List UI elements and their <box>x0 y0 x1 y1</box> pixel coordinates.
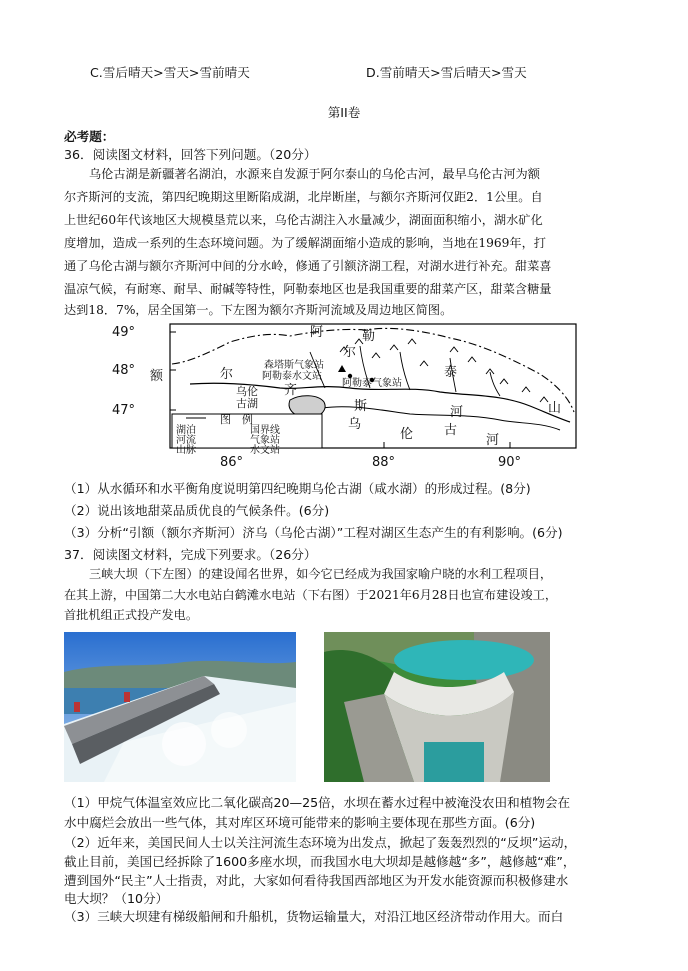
q36-passage-line: 通了乌伦古湖与额尔齐斯河中间的分水岭，修通了引额济湖工程，对湖水进行补充。甜菜喜 <box>64 259 552 273</box>
legend-item: 水文站 <box>250 445 280 456</box>
q37-sub3-line: （3）三峡大坝建有梯级船闸和升船机，货物运输量大，对沿江地区经济带动作用大。而白 <box>64 909 564 924</box>
legend-item: 湖泊 <box>176 425 196 436</box>
q36-sub2: （2）说出该地甜菜品质优良的气候条件。(6分) <box>64 503 330 518</box>
station-label: 森塔斯气象站 <box>264 360 324 371</box>
map-label: 尔 <box>343 345 357 360</box>
map-label: 阿 <box>310 325 324 340</box>
irtysh-basin-map <box>112 322 578 470</box>
map-label: 额 <box>150 369 164 384</box>
q36-passage-line: 乌伦古湖是新疆著名湖泊，水源来自发源于阿尔泰山的乌伦古河，最早乌伦古河为额 <box>89 167 540 181</box>
q37-sub2-line: 电大坝？（10分） <box>64 891 169 906</box>
lat-label: 49° <box>112 325 136 340</box>
q36-passage-line: 度增加，造成一系列的生态环境问题。为了缓解湖面缩小造成的影响，当地在1969年，打 <box>64 236 546 250</box>
map-label: 斯 <box>354 399 368 414</box>
q37-sub2-line: （2）近年来，美国民间人士以关注河流生态环境为出发点，掀起了轰轰烈烈的“反坝”运动， <box>64 835 577 850</box>
lake-label: 乌伦 <box>236 385 258 398</box>
option-c: C.雪后晴天>雪天>雪前晴天 <box>90 65 250 80</box>
map-label: 勒 <box>362 329 376 344</box>
map-label: 尔 <box>220 367 234 382</box>
station-label: 阿勒泰气象站 <box>342 378 402 389</box>
q36-sub3: （3）分析“引额（额尔齐斯河）济乌（乌伦古湖）”工程对湖区生态产生的有利影响。(6分) <box>64 525 563 540</box>
legend-title: 图 例 <box>220 413 253 426</box>
q37-stem: 37．阅读图文材料，完成下列要求。（26分） <box>64 547 317 562</box>
lon-label: 88° <box>372 455 396 470</box>
q37-passage-line: 三峡大坝（下左图）的建设闻名世界，如今它已经成为我国家喻户晓的水利工程项目， <box>89 567 553 581</box>
legend-item: 山脉 <box>176 445 196 456</box>
q37-sub1-line: （1）甲烷气体温室效应比二氧化碳高20—25倍，水坝在蓄水过程中被淹没农田和植物会在 <box>64 795 571 810</box>
station-label: 阿勒泰水文站 <box>262 371 322 382</box>
map-label: 泰 <box>444 365 458 380</box>
legend-item: 气象站 <box>250 435 280 446</box>
map-label: 河 <box>450 405 464 420</box>
required-label: 必考题： <box>64 129 115 144</box>
lat-label: 47° <box>112 403 136 418</box>
q36-sub1: （1）从水循环和水平衡角度说明第四纪晚期乌伦古湖（咸水湖）的形成过程。(8分) <box>64 481 531 496</box>
lake-label: 古湖 <box>236 397 258 410</box>
map-label: 河 <box>486 433 500 448</box>
lon-label: 86° <box>220 455 244 470</box>
map-label: 伦 <box>400 427 414 442</box>
q37-passage-line: 在其上游，中国第二大水电站白鹤滩水电站（下右图）于2021年6月28日也宣布建设竣工， <box>64 588 558 602</box>
lon-label: 90° <box>498 455 522 470</box>
legend-item: 国界线 <box>250 425 280 436</box>
three-gorges-dam-photo <box>64 632 296 782</box>
q36-passage-line: 尔齐斯河的支流，第四纪晚期这里断陷成湖，北岸断崖，与额尔齐斯河仅距2．1公里。自 <box>64 190 543 204</box>
q37-sub2-line: 截止目前，美国已经拆除了1600多座水坝，而我国水电大坝却是越修越“多”，越修越“难”， <box>64 854 576 869</box>
option-d: D.雪前晴天>雪后晴天>雪天 <box>366 65 527 80</box>
map-label: 山 <box>548 401 562 416</box>
map-label: 古 <box>444 423 458 438</box>
q36-passage-line: 上世纪60年代该地区大规模垦荒以来，乌伦古湖注入水量减少，湖面面积缩小，湖水矿化 <box>64 213 543 227</box>
q36-passage-line: 温凉气候，有耐寒、耐旱、耐碱等特性，阿勒泰地区也是我国重要的甜菜产区，甜菜含糖量 <box>64 282 552 296</box>
section-title: 第II卷 <box>327 105 361 120</box>
q36-stem: 36．阅读图文材料，回答下列问题。（20分） <box>64 147 317 162</box>
q37-sub1-line: 水中腐烂会放出一些气体，其对库区环境可能带来的影响主要体现在那些方面。(6分) <box>64 815 536 830</box>
map-label: 乌 <box>348 417 362 432</box>
q37-passage-line: 首批机组正式投产发电。 <box>64 608 199 622</box>
map-label: 齐 <box>284 383 298 398</box>
q37-sub2-line: 遭到国外“民主”人士指责，对此，大家如何看待我国西部地区为开发水能资源而积极修建水 <box>64 873 569 888</box>
baihetan-dam-photo <box>324 632 550 782</box>
q36-passage-line: 达到18．7%，居全国第一。下左图为额尔齐斯河流域及周边地区简图。 <box>64 303 453 317</box>
lat-label: 48° <box>112 363 136 378</box>
legend-item: 河流 <box>176 435 196 446</box>
